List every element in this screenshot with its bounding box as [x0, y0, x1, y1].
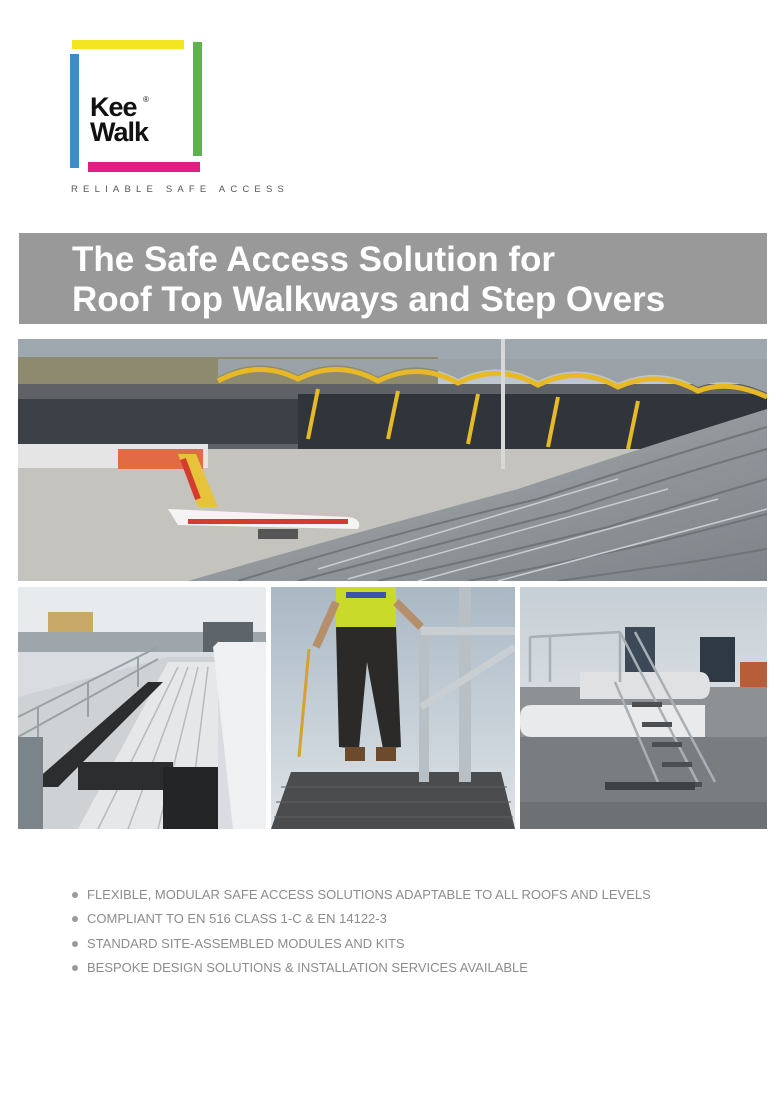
feature-item — [72, 956, 651, 980]
feature-text: FLEXIBLE, MODULAR SAFE ACCESS SOLUTIONS ADAPTABLE TO ALL ROOFS AND LEVELS — [87, 887, 651, 902]
logo-registered-mark: ® — [143, 95, 149, 104]
feature-text: BESPOKE DESIGN SOLUTIONS & INSTALLATION SERVICES AVAILABLE — [87, 960, 528, 976]
step-over-platform-photo — [520, 587, 767, 829]
title-banner — [19, 233, 767, 324]
title-line-2: Roof Top Walkways and Step Overs — [72, 280, 666, 319]
worker-on-walkway-photo — [271, 587, 515, 829]
logo-green-bar — [193, 42, 202, 156]
bullet-icon — [72, 965, 78, 971]
airport-terminal-roof-photo — [18, 339, 767, 581]
logo-word-kee: Kee — [90, 92, 137, 122]
keewalk-logo — [70, 38, 202, 172]
feature-item — [72, 883, 651, 907]
feature-list — [72, 883, 651, 981]
feature-text: STANDARD SITE-ASSEMBLED MODULES AND KITS — [87, 935, 405, 951]
bullet-icon — [72, 916, 78, 922]
feature-text: COMPLIANT TO EN 516 CLASS 1-C & EN 14122-3 — [87, 911, 387, 927]
bullet-icon — [72, 892, 78, 898]
feature-item — [72, 932, 651, 956]
feature-item — [72, 907, 651, 931]
brand-tagline: RELIABLE SAFE ACCESS — [71, 184, 290, 195]
logo-yellow-bar — [72, 40, 184, 49]
logo-magenta-bar — [88, 162, 200, 172]
title-line-1: The Safe Access Solution for — [72, 240, 555, 279]
rooftop-walkway-photo — [18, 587, 266, 829]
bullet-icon — [72, 941, 78, 947]
logo-blue-bar — [70, 54, 79, 168]
logo-word-walk: Walk — [90, 117, 149, 147]
